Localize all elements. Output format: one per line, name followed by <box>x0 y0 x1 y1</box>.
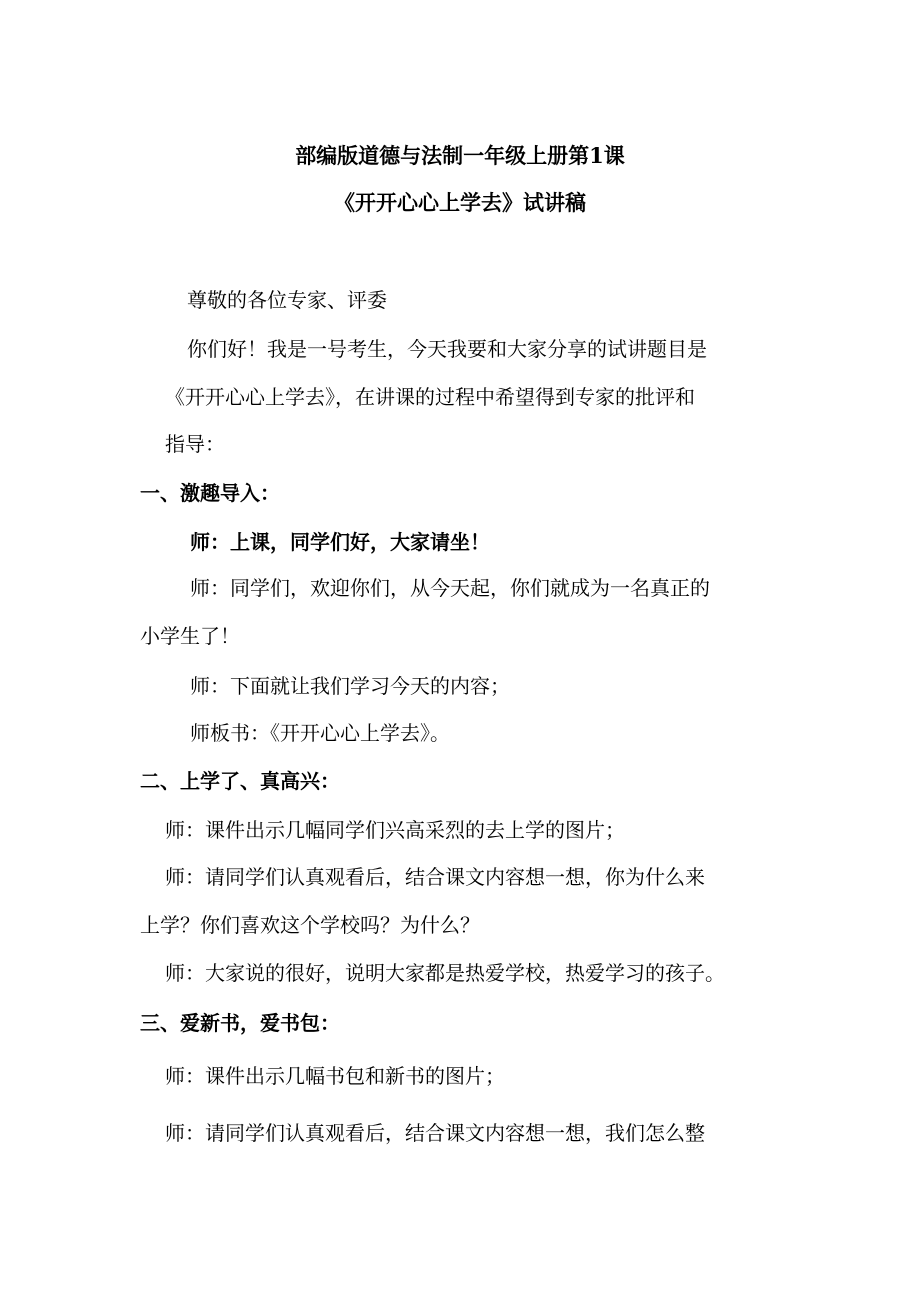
section2-line-4: 师：大家说的很好，说明大家都是热爱学校，热爱学习的孩子。 <box>165 961 725 985</box>
section1-heading: 一、激趣导入： <box>140 481 280 505</box>
section1-line-3: 小学生了！ <box>140 624 240 648</box>
document-title-line1: 部编版道德与法制一年级上册第1课 <box>295 143 625 168</box>
section2-heading: 二、上学了、真高兴： <box>140 769 340 793</box>
intro-line-1: 你们好！我是一号考生，今天我要和大家分享的试讲题目是 <box>187 337 707 361</box>
document-title-line2: 《开开心心上学去》试讲稿 <box>334 190 586 215</box>
section3-heading: 三、爱新书，爱书包： <box>140 1011 340 1035</box>
intro-line-2: 《开开心心上学去》，在讲课的过程中希望得到专家的批评和 <box>165 385 695 409</box>
section1-line-1: 师：上课，同学们好，大家请坐！ <box>190 530 490 554</box>
section3-line-1: 师：课件出示几幅书包和新书的图片； <box>165 1064 505 1088</box>
section1-line-2: 师：同学们，欢迎你们，从今天起，你们就成为一名真正的 <box>190 576 710 600</box>
section3-line-2: 师：请同学们认真观看后，结合课文内容想一想，我们怎么整 <box>165 1121 705 1145</box>
section2-line-2: 师：请同学们认真观看后，结合课文内容想一想，你为什么来 <box>165 865 705 889</box>
intro-line-3: 指导： <box>165 432 225 456</box>
section2-line-3: 上学？你们喜欢这个学校吗？为什么？ <box>140 913 480 937</box>
section2-line-1: 师：课件出示几幅同学们兴高采烈的去上学的图片； <box>165 818 625 842</box>
greeting-text: 尊敬的各位专家、评委 <box>187 288 387 312</box>
section1-line-4: 师：下面就让我们学习今天的内容； <box>190 674 510 698</box>
section1-line-5: 师板书：《开开心心上学去》。 <box>190 721 450 745</box>
